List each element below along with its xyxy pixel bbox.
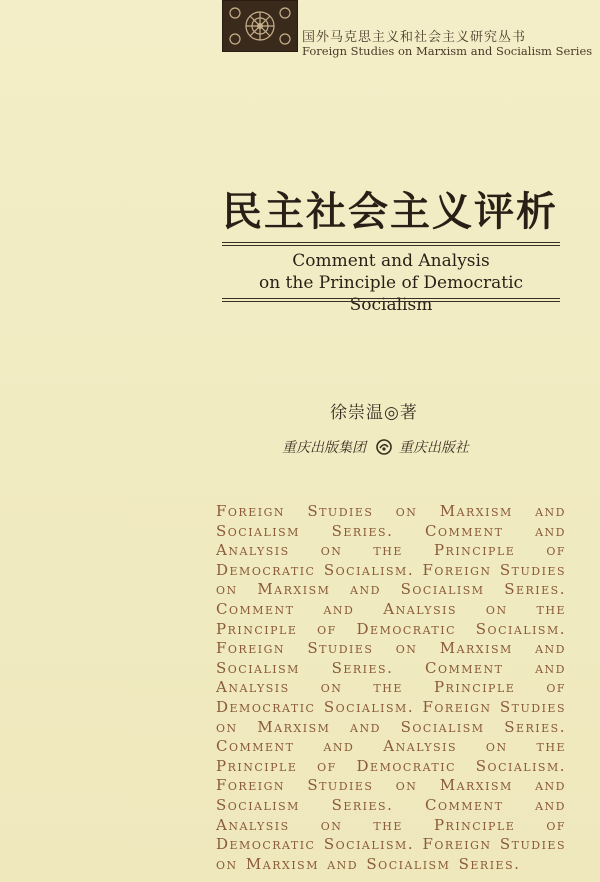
book-title-chinese: 民主社会主义评析 xyxy=(222,189,558,235)
series-title-chinese: 国外马克思主义和社会主义研究丛书 xyxy=(302,30,527,45)
book-title-english xyxy=(222,250,560,316)
book-title-english-line2: on the Principle of Democratic Socialism xyxy=(258,273,524,315)
book-title-english-line1: Comment and Analysis xyxy=(292,251,490,271)
title-divider-top xyxy=(222,242,560,243)
decorative-text-pattern: Foreign Studies on Marxism and Socialism Series. Comment and Analysis on the Principle of Democratic Socialism. Foreign Studies on Marxism and Socialism Series. Comment and Analysis on the Principle of Democratic Socialism. Foreign Studies on Marxism and Socialism Series. Comment and Analysis on the Principle of Democratic Socialism. Foreign Studies on Marxism and Socialism Series. Comment and Analysis on the Principle of Democratic Socialism. Foreign Studies on Marxism and Socialism Series. Comment and Analysis on the Principle of Democratic Socialism. Foreign Studies on Marxism and Socialism Series. xyxy=(216,502,566,873)
publisher-line xyxy=(282,437,469,457)
publisher-group-name: 重庆出版集团 xyxy=(282,440,366,456)
author-name: 徐崇温◎著 xyxy=(330,403,418,423)
publisher-logo-icon xyxy=(376,439,392,455)
title-divider-bottom xyxy=(222,298,560,299)
publisher-house-name: 重庆出版社 xyxy=(398,440,469,456)
series-title-english: Foreign Studies on Marxism and Socialism Series xyxy=(302,44,593,58)
series-emblem-icon xyxy=(222,0,298,52)
